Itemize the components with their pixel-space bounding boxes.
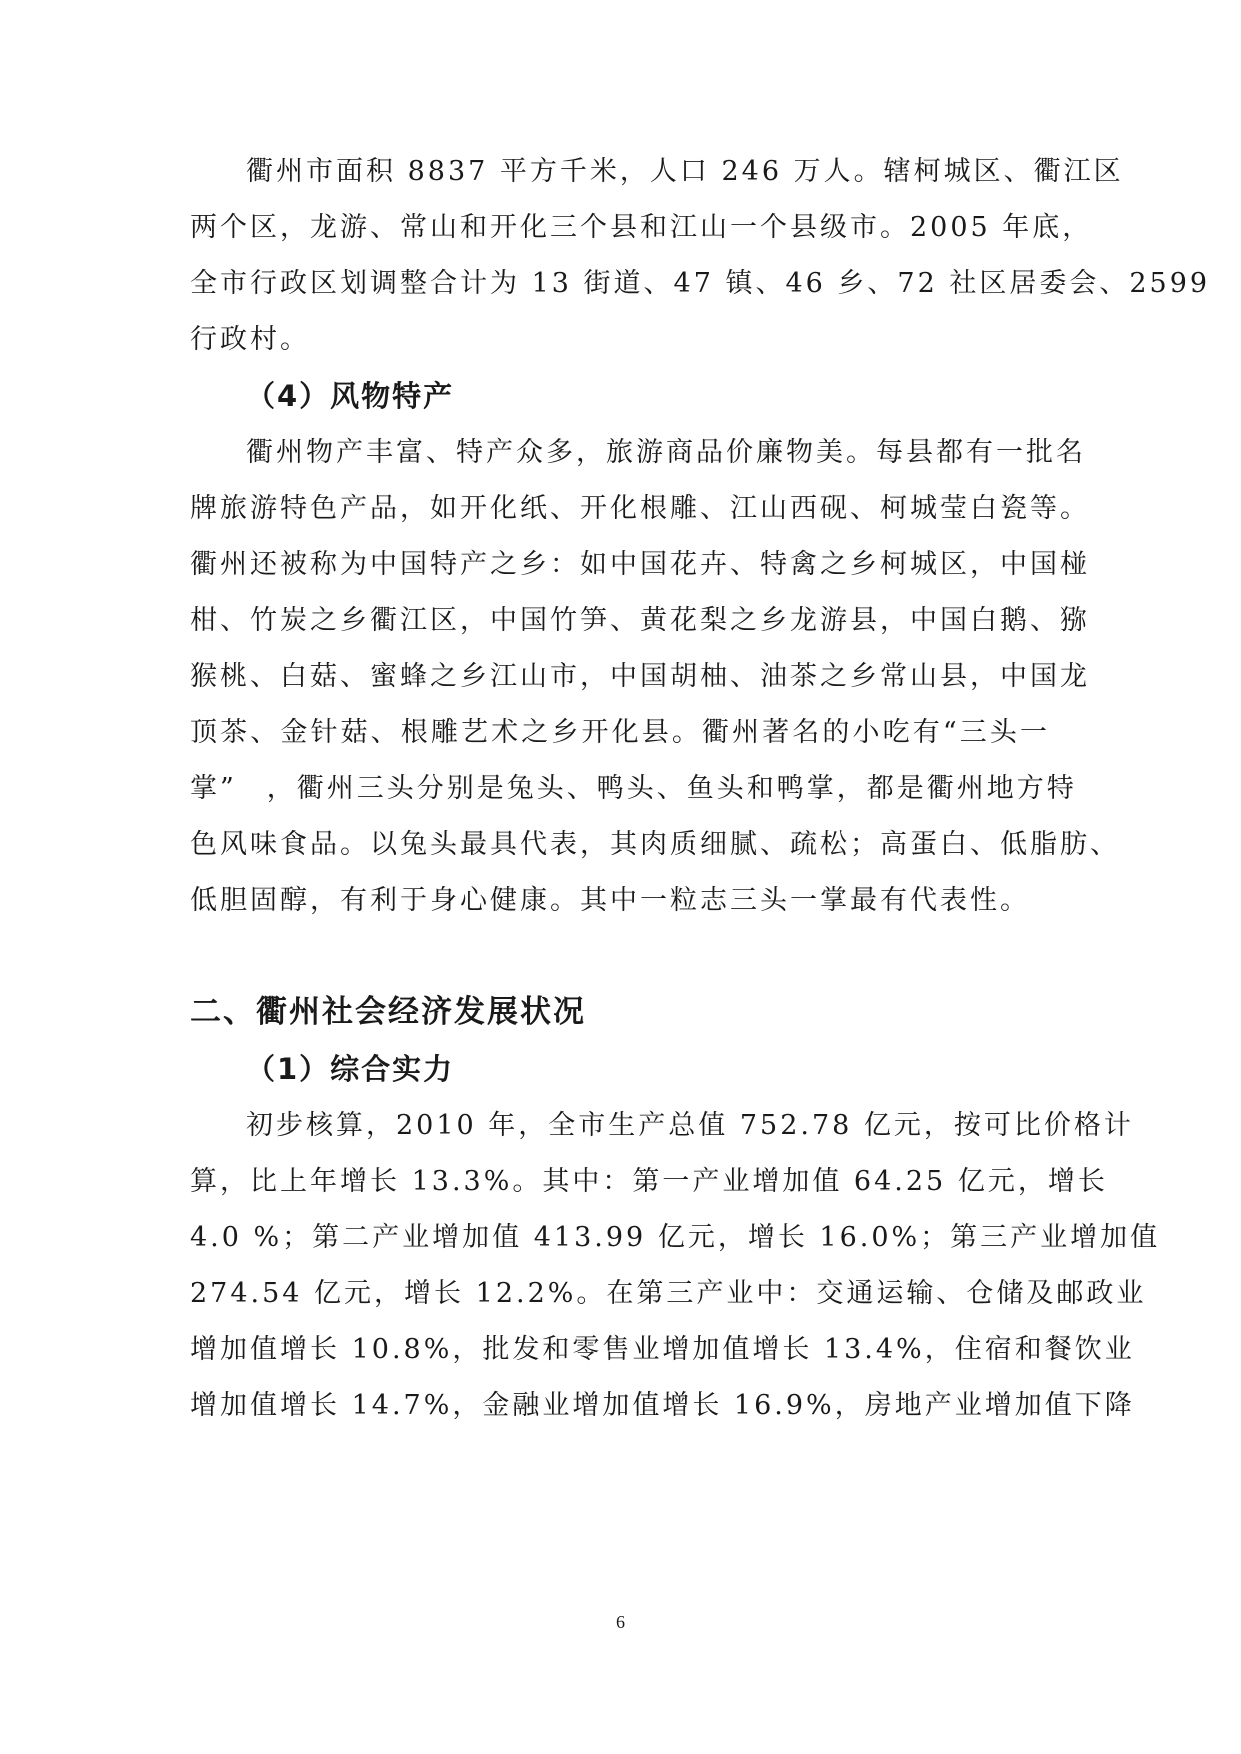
- paragraph-line: 274.54 亿元，增长 12.2%。在第三产业中：交通运输、仓储及邮政业: [190, 1278, 1147, 1309]
- paragraph-line: 增加值增长 10.8%，批发和零售业增加值增长 13.4%，住宿和餐饮业: [190, 1334, 1135, 1365]
- paragraph-line: 增加值增长 14.7%，金融业增加值增长 16.9%，房地产业增加值下降: [190, 1390, 1135, 1421]
- paragraph-line: 行政村。: [190, 324, 310, 355]
- paragraph-line: 牌旅游特色产品，如开化纸、开化根雕、江山西砚、柯城莹白瓷等。: [190, 493, 1090, 524]
- paragraph-line: 猴桃、白菇、蜜蜂之乡江山市，中国胡柚、油茶之乡常山县，中国龙: [190, 661, 1090, 692]
- page-number: 6: [616, 1612, 625, 1632]
- paragraph-line: 算，比上年增长 13.3%。其中：第一产业增加值 64.25 亿元，增长: [190, 1166, 1108, 1197]
- paragraph-line: 全市行政区划调整合计为 13 街道、47 镇、46 乡、72 社区居委会、2599: [190, 268, 1211, 299]
- paragraph-line: 4.0 %；第二产业增加值 413.99 亿元，增长 16.0%；第三产业增加值: [190, 1222, 1161, 1253]
- paragraph-line: 衢州市面积 8837 平方千米，人口 246 万人。辖柯城区、衢江区: [246, 156, 1124, 187]
- section-heading-specialties: （4）风物特产: [246, 379, 455, 413]
- paragraph-line: 低胆固醇，有利于身心健康。其中一粒志三头一掌最有代表性。: [190, 885, 1030, 916]
- chapter-heading-economy: 二、衢州社会经济发展状况: [190, 994, 586, 1030]
- paragraph-line: 顶茶、金针菇、根雕艺术之乡开化县。衢州著名的小吃有“三头一: [190, 717, 1050, 748]
- paragraph-line: 色风味食品。以兔头最具代表，其肉质细腻、疏松；高蛋白、低脂肪、: [190, 829, 1120, 860]
- paragraph-line: 初步核算，2010 年，全市生产总值 752.78 亿元，按可比价格计: [246, 1110, 1134, 1141]
- paragraph-line: 两个区，龙游、常山和开化三个县和江山一个县级市。2005 年底，: [190, 212, 1093, 243]
- section-heading-strength: （1）综合实力: [246, 1052, 455, 1086]
- paragraph-line: 衢州还被称为中国特产之乡：如中国花卉、特禽之乡柯城区，中国椪: [190, 549, 1090, 580]
- paragraph-line: 柑、竹炭之乡衢江区，中国竹笋、黄花梨之乡龙游县，中国白鹅、猕: [190, 605, 1090, 636]
- paragraph-line: 掌” ，衢州三头分别是兔头、鸭头、鱼头和鸭掌，都是衢州地方特: [190, 773, 1077, 804]
- paragraph-line: 衢州物产丰富、特产众多，旅游商品价廉物美。每县都有一批名: [246, 437, 1086, 468]
